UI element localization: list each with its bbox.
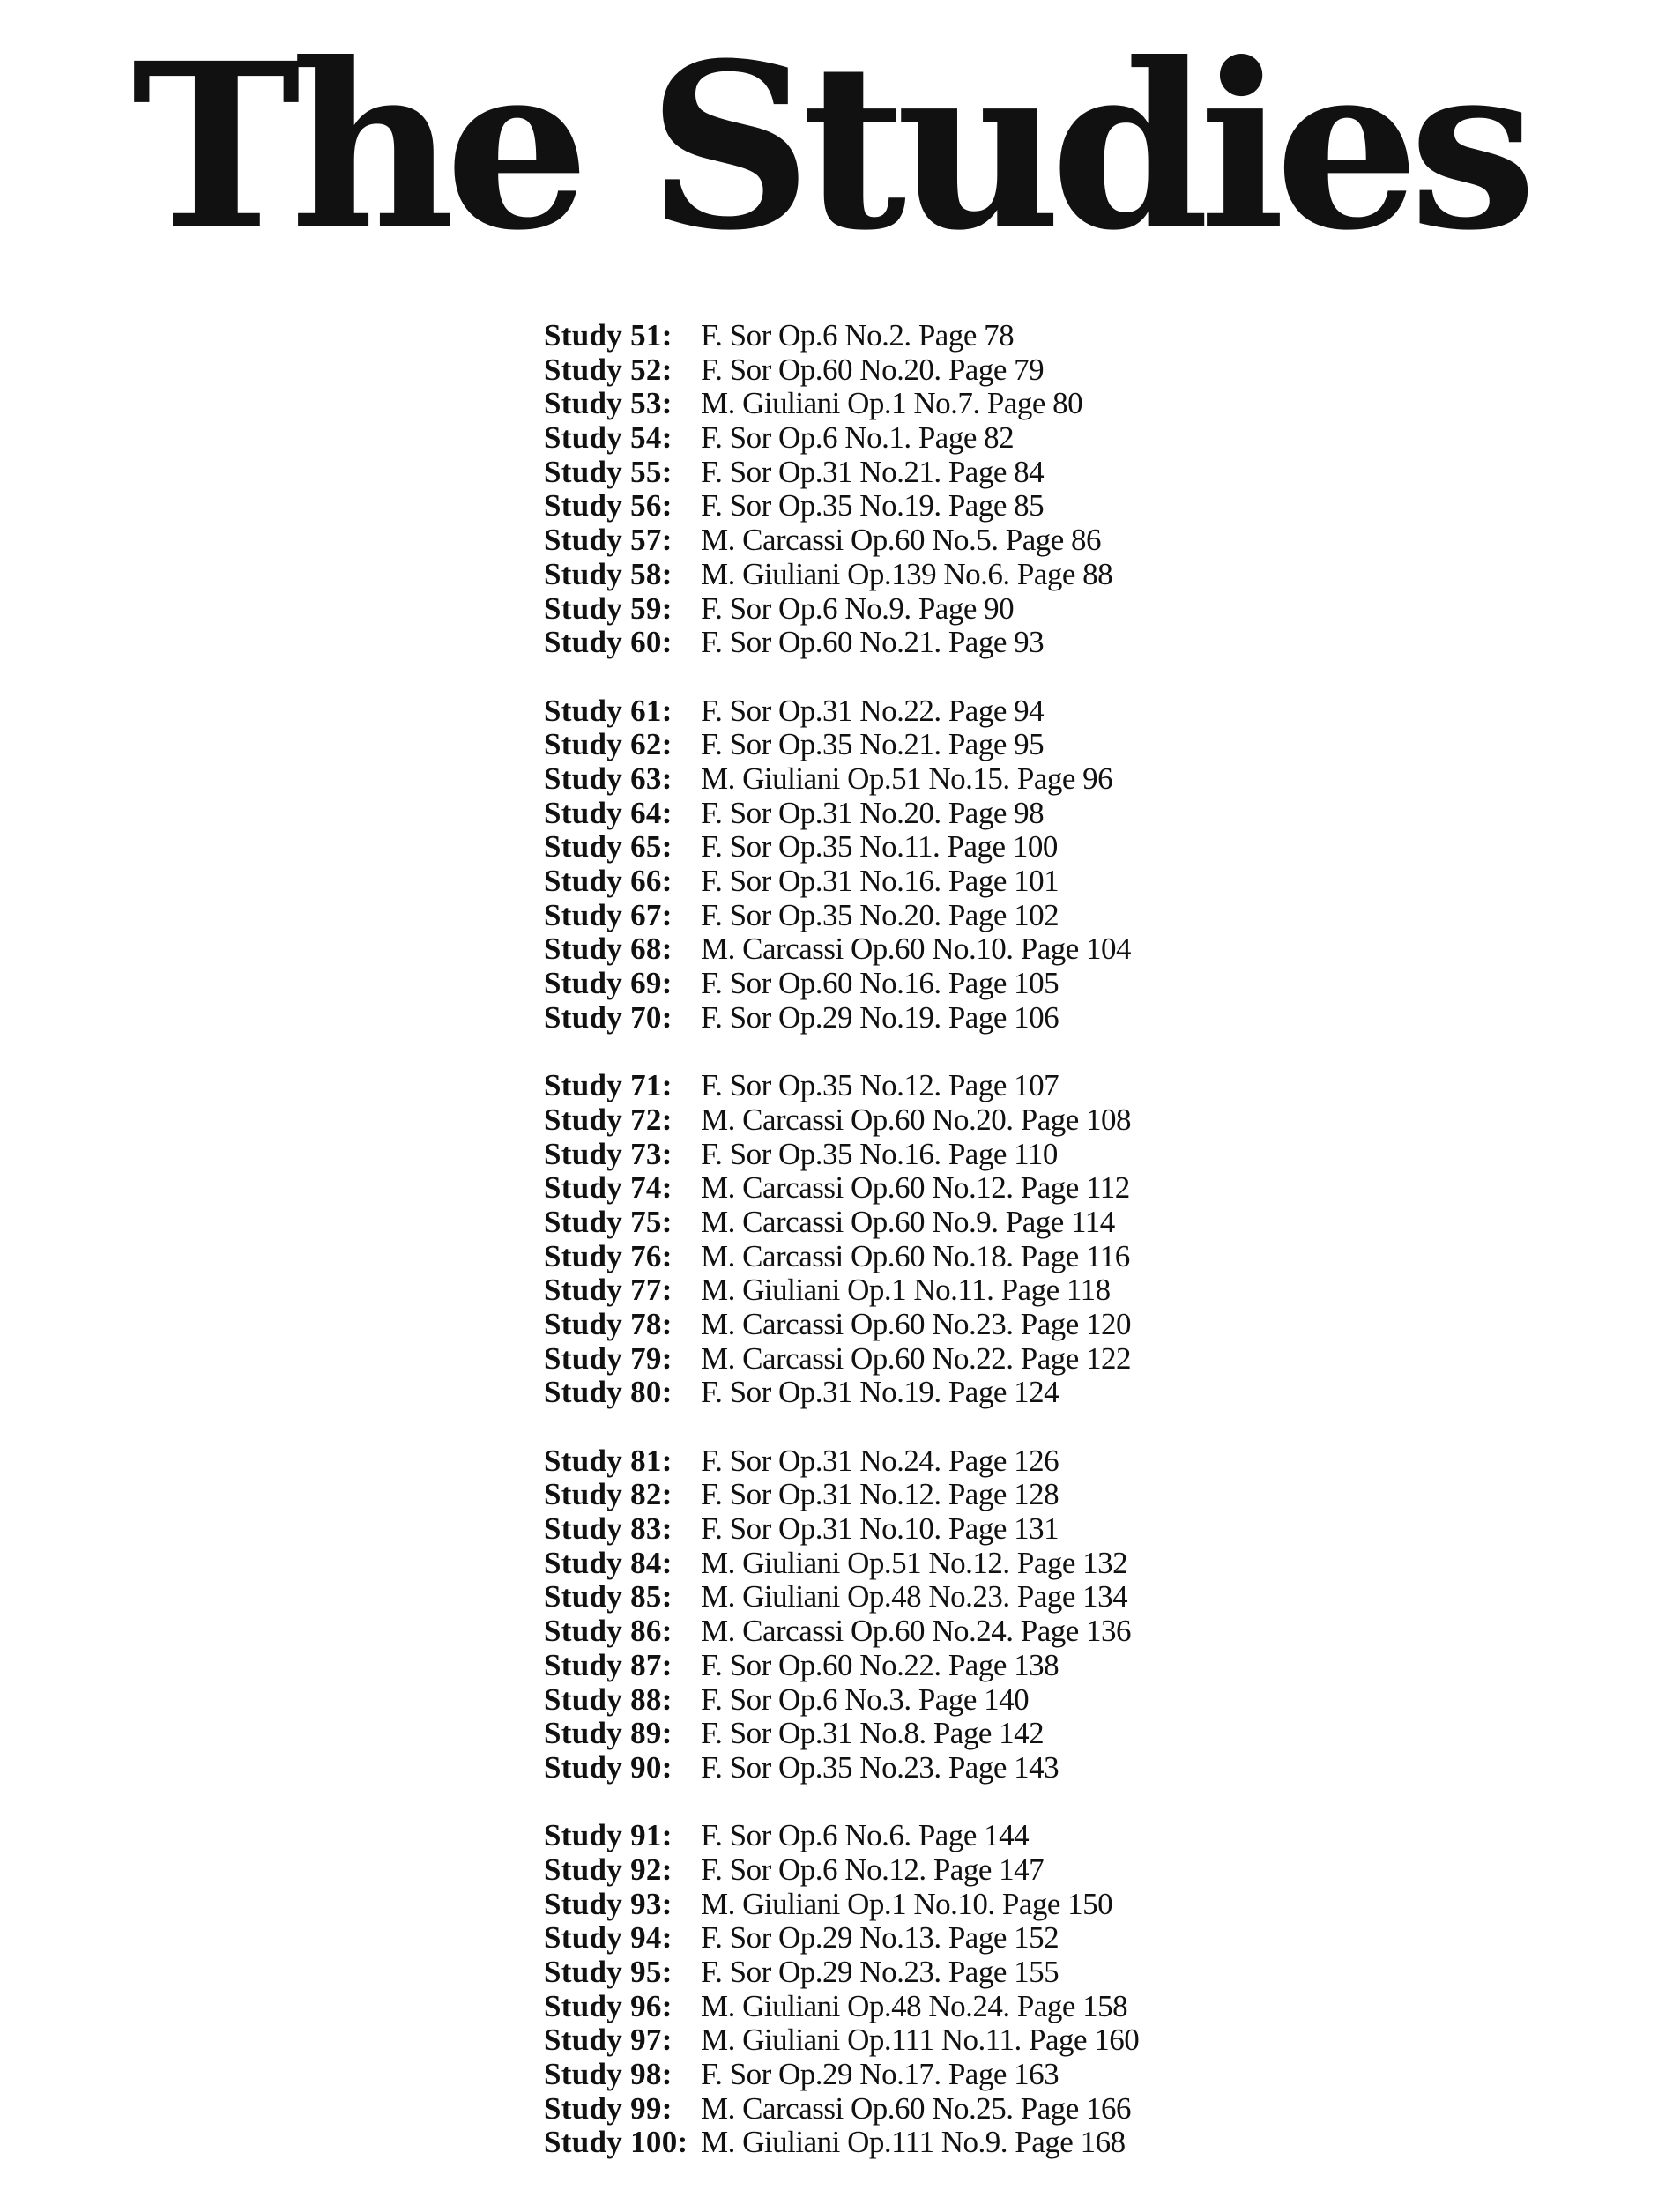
study-reference: M. Carcassi Op.60 No.25. Page 166 xyxy=(701,2090,1132,2126)
study-row xyxy=(544,967,1249,1001)
study-row xyxy=(544,1853,1249,1888)
study-row xyxy=(544,1614,1249,1649)
study-row xyxy=(544,865,1249,899)
study-number: Study 77: xyxy=(544,1273,673,1308)
study-row xyxy=(544,1580,1249,1614)
study-number: Study 69: xyxy=(544,966,673,1001)
study-number: Study 65: xyxy=(544,829,673,865)
study-reference: M. Carcassi Op.60 No.22. Page 122 xyxy=(701,1340,1132,1376)
study-reference: M. Carcassi Op.60 No.5. Page 86 xyxy=(701,523,1102,558)
study-reference: F. Sor Op.60 No.21. Page 93 xyxy=(701,625,1045,660)
study-number: Study 59: xyxy=(544,590,673,626)
study-reference: F. Sor Op.31 No.24. Page 126 xyxy=(701,1443,1059,1478)
study-number: Study 55: xyxy=(544,454,673,489)
study-row xyxy=(544,1751,1249,1785)
study-row xyxy=(544,2126,1249,2160)
study-reference: F. Sor Op.31 No.16. Page 101 xyxy=(701,864,1059,898)
study-row xyxy=(544,830,1249,865)
study-reference: F. Sor Op.29 No.23. Page 155 xyxy=(701,1955,1059,1989)
study-number: Study 89: xyxy=(544,1716,673,1751)
study-number: Study 95: xyxy=(544,1955,673,1989)
study-number: Study 85: xyxy=(544,1579,673,1614)
study-row xyxy=(544,1547,1249,1581)
study-row xyxy=(544,1478,1249,1512)
study-row xyxy=(544,1990,1249,2024)
study-reference: F. Sor Op.31 No.20. Page 98 xyxy=(701,795,1045,830)
study-number: Study 51: xyxy=(544,318,673,353)
study-number: Study 82: xyxy=(544,1477,673,1512)
study-reference: F. Sor Op.60 No.20. Page 79 xyxy=(701,352,1045,387)
study-reference: F. Sor Op.35 No.11. Page 100 xyxy=(701,829,1058,865)
study-row xyxy=(544,2023,1249,2058)
study-group xyxy=(544,1444,1249,1785)
study-row xyxy=(544,456,1249,490)
study-reference: F. Sor Op.6 No.2. Page 78 xyxy=(701,318,1015,353)
study-row xyxy=(544,1444,1249,1479)
study-reference: M. Giuliani Op.51 No.12. Page 132 xyxy=(701,1545,1128,1580)
study-reference: M. Giuliani Op.1 No.10. Page 150 xyxy=(701,1886,1113,1921)
study-number: Study 61: xyxy=(544,693,673,728)
study-row xyxy=(544,1001,1249,1035)
study-number: Study 79: xyxy=(544,1340,673,1376)
study-reference: F. Sor Op.29 No.19. Page 106 xyxy=(701,999,1059,1035)
study-row xyxy=(544,797,1249,831)
study-row xyxy=(544,1683,1249,1718)
study-row xyxy=(544,489,1249,523)
study-reference: F. Sor Op.35 No.23. Page 143 xyxy=(701,1749,1059,1785)
study-reference: F. Sor Op.35 No.19. Page 85 xyxy=(701,488,1045,523)
study-number: Study 96: xyxy=(544,1988,673,2023)
study-number: Study 66: xyxy=(544,864,673,898)
study-reference: F. Sor Op.60 No.22. Page 138 xyxy=(701,1647,1059,1682)
study-row xyxy=(544,558,1249,592)
study-number: Study 67: xyxy=(544,897,673,932)
study-number: Study 56: xyxy=(544,488,673,523)
study-row xyxy=(544,1649,1249,1683)
study-row xyxy=(544,1273,1249,1308)
study-number: Study 54: xyxy=(544,420,673,456)
study-reference: M. Giuliani Op.1 No.7. Page 80 xyxy=(701,386,1083,421)
study-group xyxy=(544,1069,1249,1410)
study-number: Study 86: xyxy=(544,1614,673,1649)
study-reference: F. Sor Op.29 No.13. Page 152 xyxy=(701,1920,1059,1956)
study-row xyxy=(544,626,1249,660)
study-reference: M. Giuliani Op.139 No.6. Page 88 xyxy=(701,556,1113,591)
study-number: Study 92: xyxy=(544,1852,673,1887)
study-reference: M. Carcassi Op.60 No.23. Page 120 xyxy=(701,1306,1132,1341)
study-reference: M. Carcassi Op.60 No.24. Page 136 xyxy=(701,1614,1132,1649)
study-number: Study 84: xyxy=(544,1545,673,1580)
study-group xyxy=(544,319,1249,660)
study-row xyxy=(544,1308,1249,1342)
study-row xyxy=(544,694,1249,729)
study-row xyxy=(544,1342,1249,1377)
study-reference: M. Giuliani Op.48 No.24. Page 158 xyxy=(701,1988,1128,2023)
study-number: Study 98: xyxy=(544,2057,673,2092)
study-row xyxy=(544,2058,1249,2092)
study-reference: M. Carcassi Op.60 No.18. Page 116 xyxy=(701,1238,1130,1273)
study-row xyxy=(544,523,1249,558)
study-reference: M. Carcassi Op.60 No.10. Page 104 xyxy=(701,932,1132,967)
study-reference: F. Sor Op.31 No.8. Page 142 xyxy=(701,1716,1045,1751)
study-row xyxy=(544,1921,1249,1956)
study-reference: F. Sor Op.31 No.19. Page 124 xyxy=(701,1375,1059,1410)
study-row xyxy=(544,319,1249,353)
study-reference: M. Giuliani Op.111 No.9. Page 168 xyxy=(701,2125,1126,2160)
study-row xyxy=(544,2092,1249,2127)
study-reference: M. Carcassi Op.60 No.20. Page 108 xyxy=(701,1102,1132,1137)
study-number: Study 58: xyxy=(544,556,673,591)
study-reference: M. Giuliani Op.111 No.11. Page 160 xyxy=(701,2023,1140,2058)
study-reference: F. Sor Op.31 No.21. Page 84 xyxy=(701,454,1045,489)
study-row xyxy=(544,387,1249,421)
study-reference: M. Giuliani Op.51 No.15. Page 96 xyxy=(701,761,1113,796)
study-row xyxy=(544,899,1249,933)
study-number: Study 57: xyxy=(544,523,673,558)
study-reference: F. Sor Op.35 No.21. Page 95 xyxy=(701,727,1045,762)
study-row xyxy=(544,1240,1249,1274)
study-reference: F. Sor Op.6 No.12. Page 147 xyxy=(701,1852,1045,1887)
study-row xyxy=(544,1376,1249,1410)
study-number: Study 78: xyxy=(544,1306,673,1341)
study-row xyxy=(544,1069,1249,1103)
study-reference: F. Sor Op.60 No.16. Page 105 xyxy=(701,966,1059,1001)
study-number: Study 62: xyxy=(544,727,673,762)
study-row xyxy=(544,728,1249,762)
study-number: Study 88: xyxy=(544,1681,673,1717)
study-number: Study 60: xyxy=(544,625,673,660)
study-reference: F. Sor Op.35 No.20. Page 102 xyxy=(701,897,1059,932)
study-reference: F. Sor Op.6 No.9. Page 90 xyxy=(701,590,1015,626)
study-reference: M. Carcassi Op.60 No.9. Page 114 xyxy=(701,1204,1115,1239)
study-row xyxy=(544,1103,1249,1138)
study-reference: F. Sor Op.31 No.22. Page 94 xyxy=(701,693,1045,728)
study-row xyxy=(544,1206,1249,1240)
study-row xyxy=(544,932,1249,967)
page-title: The Studies xyxy=(131,13,1527,280)
study-row xyxy=(544,1956,1249,1990)
studies-list xyxy=(544,319,1249,2194)
study-row xyxy=(544,1512,1249,1547)
study-reference: M. Carcassi Op.60 No.12. Page 112 xyxy=(701,1170,1130,1206)
study-number: Study 74: xyxy=(544,1170,673,1206)
study-number: Study 91: xyxy=(544,1818,673,1853)
study-number: Study 97: xyxy=(544,2023,673,2058)
study-row xyxy=(544,762,1249,797)
study-number: Study 94: xyxy=(544,1920,673,1956)
study-row xyxy=(544,1819,1249,1853)
study-reference: F. Sor Op.29 No.17. Page 163 xyxy=(701,2057,1059,2092)
study-number: Study 93: xyxy=(544,1886,673,1921)
study-reference: F. Sor Op.35 No.16. Page 110 xyxy=(701,1136,1058,1171)
study-number: Study 52: xyxy=(544,352,673,387)
study-reference: F. Sor Op.31 No.12. Page 128 xyxy=(701,1477,1059,1512)
study-number: Study 75: xyxy=(544,1204,673,1239)
study-number: Study 100: xyxy=(544,2125,688,2160)
study-number: Study 90: xyxy=(544,1749,673,1785)
study-number: Study 87: xyxy=(544,1647,673,1682)
study-number: Study 81: xyxy=(544,1443,673,1478)
study-number: Study 99: xyxy=(544,2090,673,2126)
study-number: Study 71: xyxy=(544,1068,673,1103)
study-number: Study 70: xyxy=(544,999,673,1035)
study-row xyxy=(544,1138,1249,1172)
study-row xyxy=(544,1717,1249,1751)
study-number: Study 83: xyxy=(544,1511,673,1547)
study-number: Study 68: xyxy=(544,932,673,967)
study-reference: F. Sor Op.6 No.3. Page 140 xyxy=(701,1681,1030,1717)
study-number: Study 80: xyxy=(544,1375,673,1410)
study-row xyxy=(544,1888,1249,1922)
study-number: Study 53: xyxy=(544,386,673,421)
study-number: Study 73: xyxy=(544,1136,673,1171)
study-reference: F. Sor Op.31 No.10. Page 131 xyxy=(701,1511,1059,1547)
study-group xyxy=(544,694,1249,1035)
study-row xyxy=(544,592,1249,627)
study-number: Study 63: xyxy=(544,761,673,796)
study-reference: M. Giuliani Op.48 No.23. Page 134 xyxy=(701,1579,1128,1614)
study-reference: F. Sor Op.6 No.6. Page 144 xyxy=(701,1818,1030,1853)
study-reference: F. Sor Op.35 No.12. Page 107 xyxy=(701,1068,1059,1103)
study-row xyxy=(544,1171,1249,1206)
study-reference: F. Sor Op.6 No.1. Page 82 xyxy=(701,420,1015,456)
study-group xyxy=(544,1819,1249,2160)
study-reference: M. Giuliani Op.1 No.11. Page 118 xyxy=(701,1273,1111,1308)
study-row xyxy=(544,353,1249,388)
study-number: Study 64: xyxy=(544,795,673,830)
study-number: Study 72: xyxy=(544,1102,673,1137)
study-number: Study 76: xyxy=(544,1238,673,1273)
study-row xyxy=(544,421,1249,456)
